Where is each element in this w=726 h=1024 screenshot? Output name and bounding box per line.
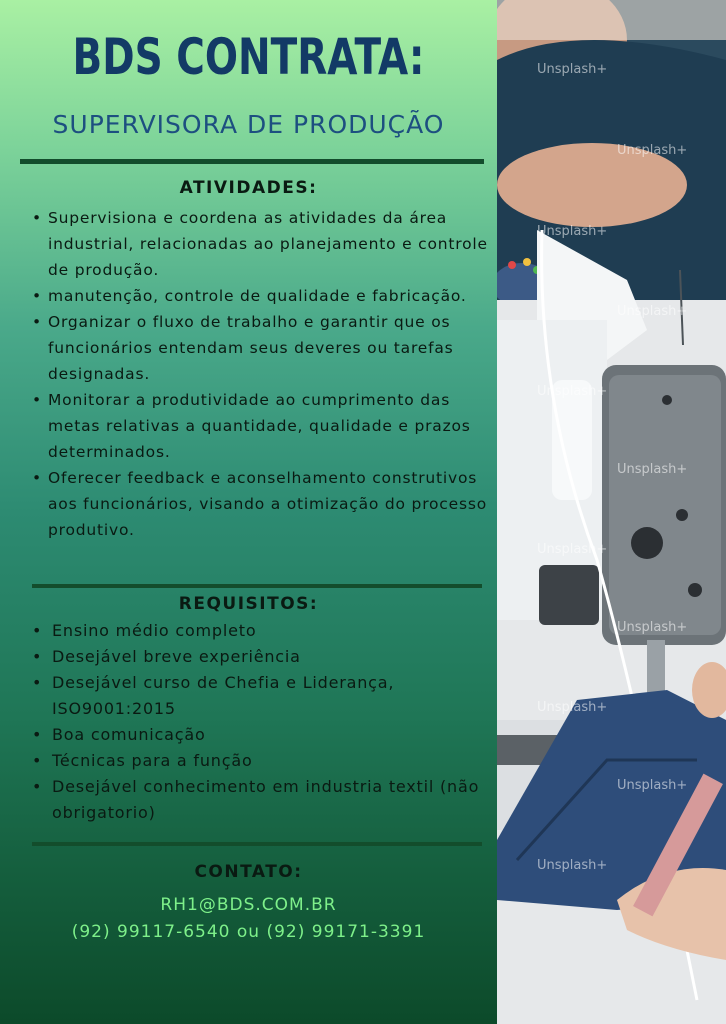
list-item: • Técnicas para a função <box>30 748 480 774</box>
contact-phones: (92) 99117-6540 ou (92) 99171-3391 <box>71 922 426 942</box>
sewing-machine-illustration <box>497 0 726 1024</box>
list-item: • manutenção, controle de qualidade e fabricação. <box>30 283 492 309</box>
watermark: Unsplash+ <box>537 858 608 873</box>
divider <box>20 159 484 164</box>
sewing-photo <box>497 0 726 1024</box>
watermark: Unsplash+ <box>537 700 608 715</box>
watermark: Unsplash+ <box>617 304 688 319</box>
activities-list <box>30 205 492 543</box>
watermark: Unsplash+ <box>537 62 608 77</box>
list-item: • Supervisiona e coordena as atividades da área industrial, relacionadas ao planejamento e controle de produção. <box>30 205 492 283</box>
list-item: • Desejável conhecimento em industria textil (não obrigatorio) <box>30 774 480 826</box>
watermark: Unsplash+ <box>537 384 608 399</box>
list-item: • Monitorar a produtividade ao cumprimento das metas relativas a quantidade, qualidade e prazos determinados. <box>30 387 492 465</box>
list-item: • Desejável curso de Chefia e Liderança, ISO9001:2015 <box>30 670 480 722</box>
divider <box>32 842 482 846</box>
watermark: Unsplash+ <box>617 462 688 477</box>
watermark: Unsplash+ <box>617 620 688 635</box>
watermark: Unsplash+ <box>617 143 688 158</box>
list-item: • Boa comunicação <box>30 722 480 748</box>
job-title: SUPERVISORA DE PRODUÇÃO <box>52 110 445 139</box>
divider <box>32 584 482 588</box>
activities-heading: ATIVIDADES: <box>179 178 318 198</box>
contact-heading: CONTATO: <box>194 862 303 882</box>
watermark: Unsplash+ <box>537 224 608 239</box>
watermark: Unsplash+ <box>537 542 608 557</box>
list-item: • Desejável breve experiência <box>30 644 480 670</box>
list-item: • Ensino médio completo <box>30 618 480 644</box>
requirements-heading: REQUISITOS: <box>178 594 319 614</box>
watermark: Unsplash+ <box>617 778 688 793</box>
contact-email[interactable]: RH1@BDS.COM.BR <box>160 895 337 915</box>
page-title: BDS CONTRATA: <box>72 28 425 86</box>
requirements-list <box>30 618 480 826</box>
list-item: • Organizar o fluxo de trabalho e garantir que os funcionários entendam seus deveres ou tarefas designadas. <box>30 309 492 387</box>
list-item: • Oferecer feedback e aconselhamento construtivos aos funcionários, visando a otimização do processo produtivo. <box>30 465 492 543</box>
